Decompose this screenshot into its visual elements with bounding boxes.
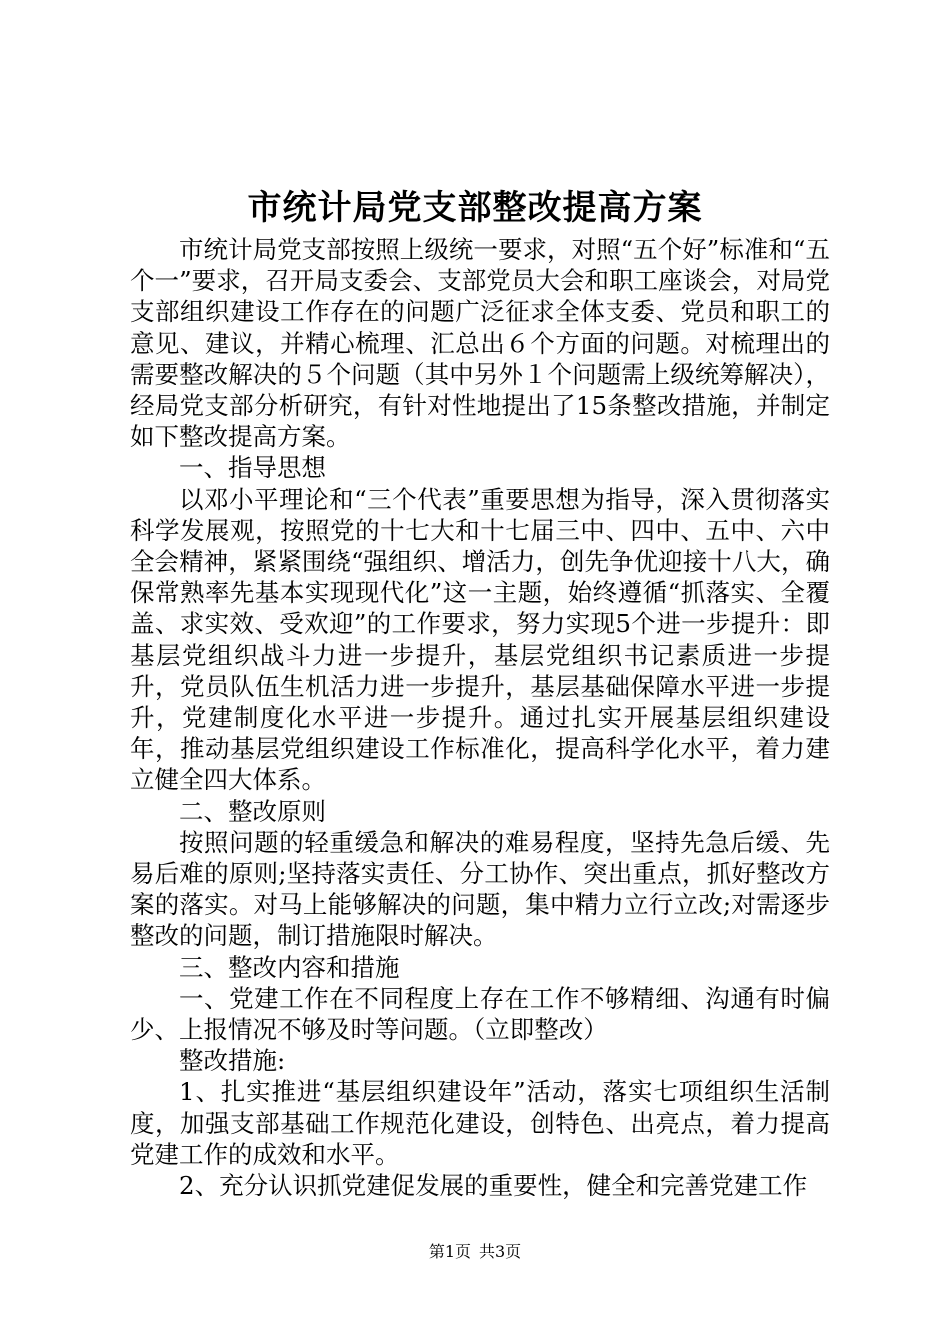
section-heading-guiding-ideology: 一、指导思想 <box>179 453 326 483</box>
issue-one-paragraph: 一、党建工作在不同程度上存在工作不够精细、沟通有时偏少、上报情况不够及时等问题。（立即整改） <box>130 983 830 1045</box>
page-footer <box>0 1241 950 1263</box>
section-heading-content-measures: 三、整改内容和措施 <box>179 952 400 982</box>
guiding-ideology-paragraph: 以邓小平理论和“三个代表”重要思想为指导，深入贯彻落实科学发展观，按照党的十七大和十七届三中、四中、五中、六中全会精神，紧紧围绕“强组织、增活力，创先争优迎接十八大，确保常熟率先基本实现现代化”这一主题，始终遵循“抓落实、全覆盖、求实效、受欢迎”的工作要求，努力实现5个进一步提升：即基层党组织战斗力进一步提升，基层党组织书记素质进一步提升，党员队伍生机活力进一步提升，基层基础保障水平进一步提升，党建制度化水平进一步提升。通过扎实开展基层组织建设年，推动基层党组织建设工作标准化，提高科学化水平，着力建立健全四大体系。 <box>130 484 830 795</box>
page-total: 共3页 <box>479 1242 522 1261</box>
measure-one-paragraph: 1、扎实推进“基层组织建设年”活动，落实七项组织生活制度，加强支部基础工作规范化建设，创特色、出亮点，着力提高党建工作的成效和水平。 <box>130 1077 830 1169</box>
measures-label: 整改措施: <box>179 1046 286 1076</box>
document-title: 市统计局党支部整改提高方案 <box>247 188 703 228</box>
intro-paragraph: 市统计局党支部按照上级统一要求，对照“五个好”标准和“五个一”要求，召开局支委会、支部党员大会和职工座谈会，对局党支部组织建设工作存在的问题广泛征求全体支委、党员和职工的意见、建议，并精心梳理、汇总出６个方面的问题。对梳理出的需要整改解决的５个问题（其中另外１个问题需上级统筹解决），经局党支部分析研究，有针对性地提出了15条整改措施，并制定如下整改提高方案。 <box>130 235 830 452</box>
principles-paragraph: 按照问题的轻重缓急和解决的难易程度，坚持先急后缓、先易后难的原则;坚持落实责任、分工协作、突出重点，抓好整改方案的落实。对马上能够解决的问题，集中精力立行立改;对需逐步整改的问题，制订措施限时解决。 <box>130 827 830 951</box>
document-body <box>130 234 830 1201</box>
page-number: 第1页 <box>428 1242 471 1261</box>
measure-two-paragraph: 2、充分认识抓党建促发展的重要性，健全和完善党建工作 <box>179 1171 808 1201</box>
section-heading-principles: 二、整改原则 <box>179 796 326 826</box>
